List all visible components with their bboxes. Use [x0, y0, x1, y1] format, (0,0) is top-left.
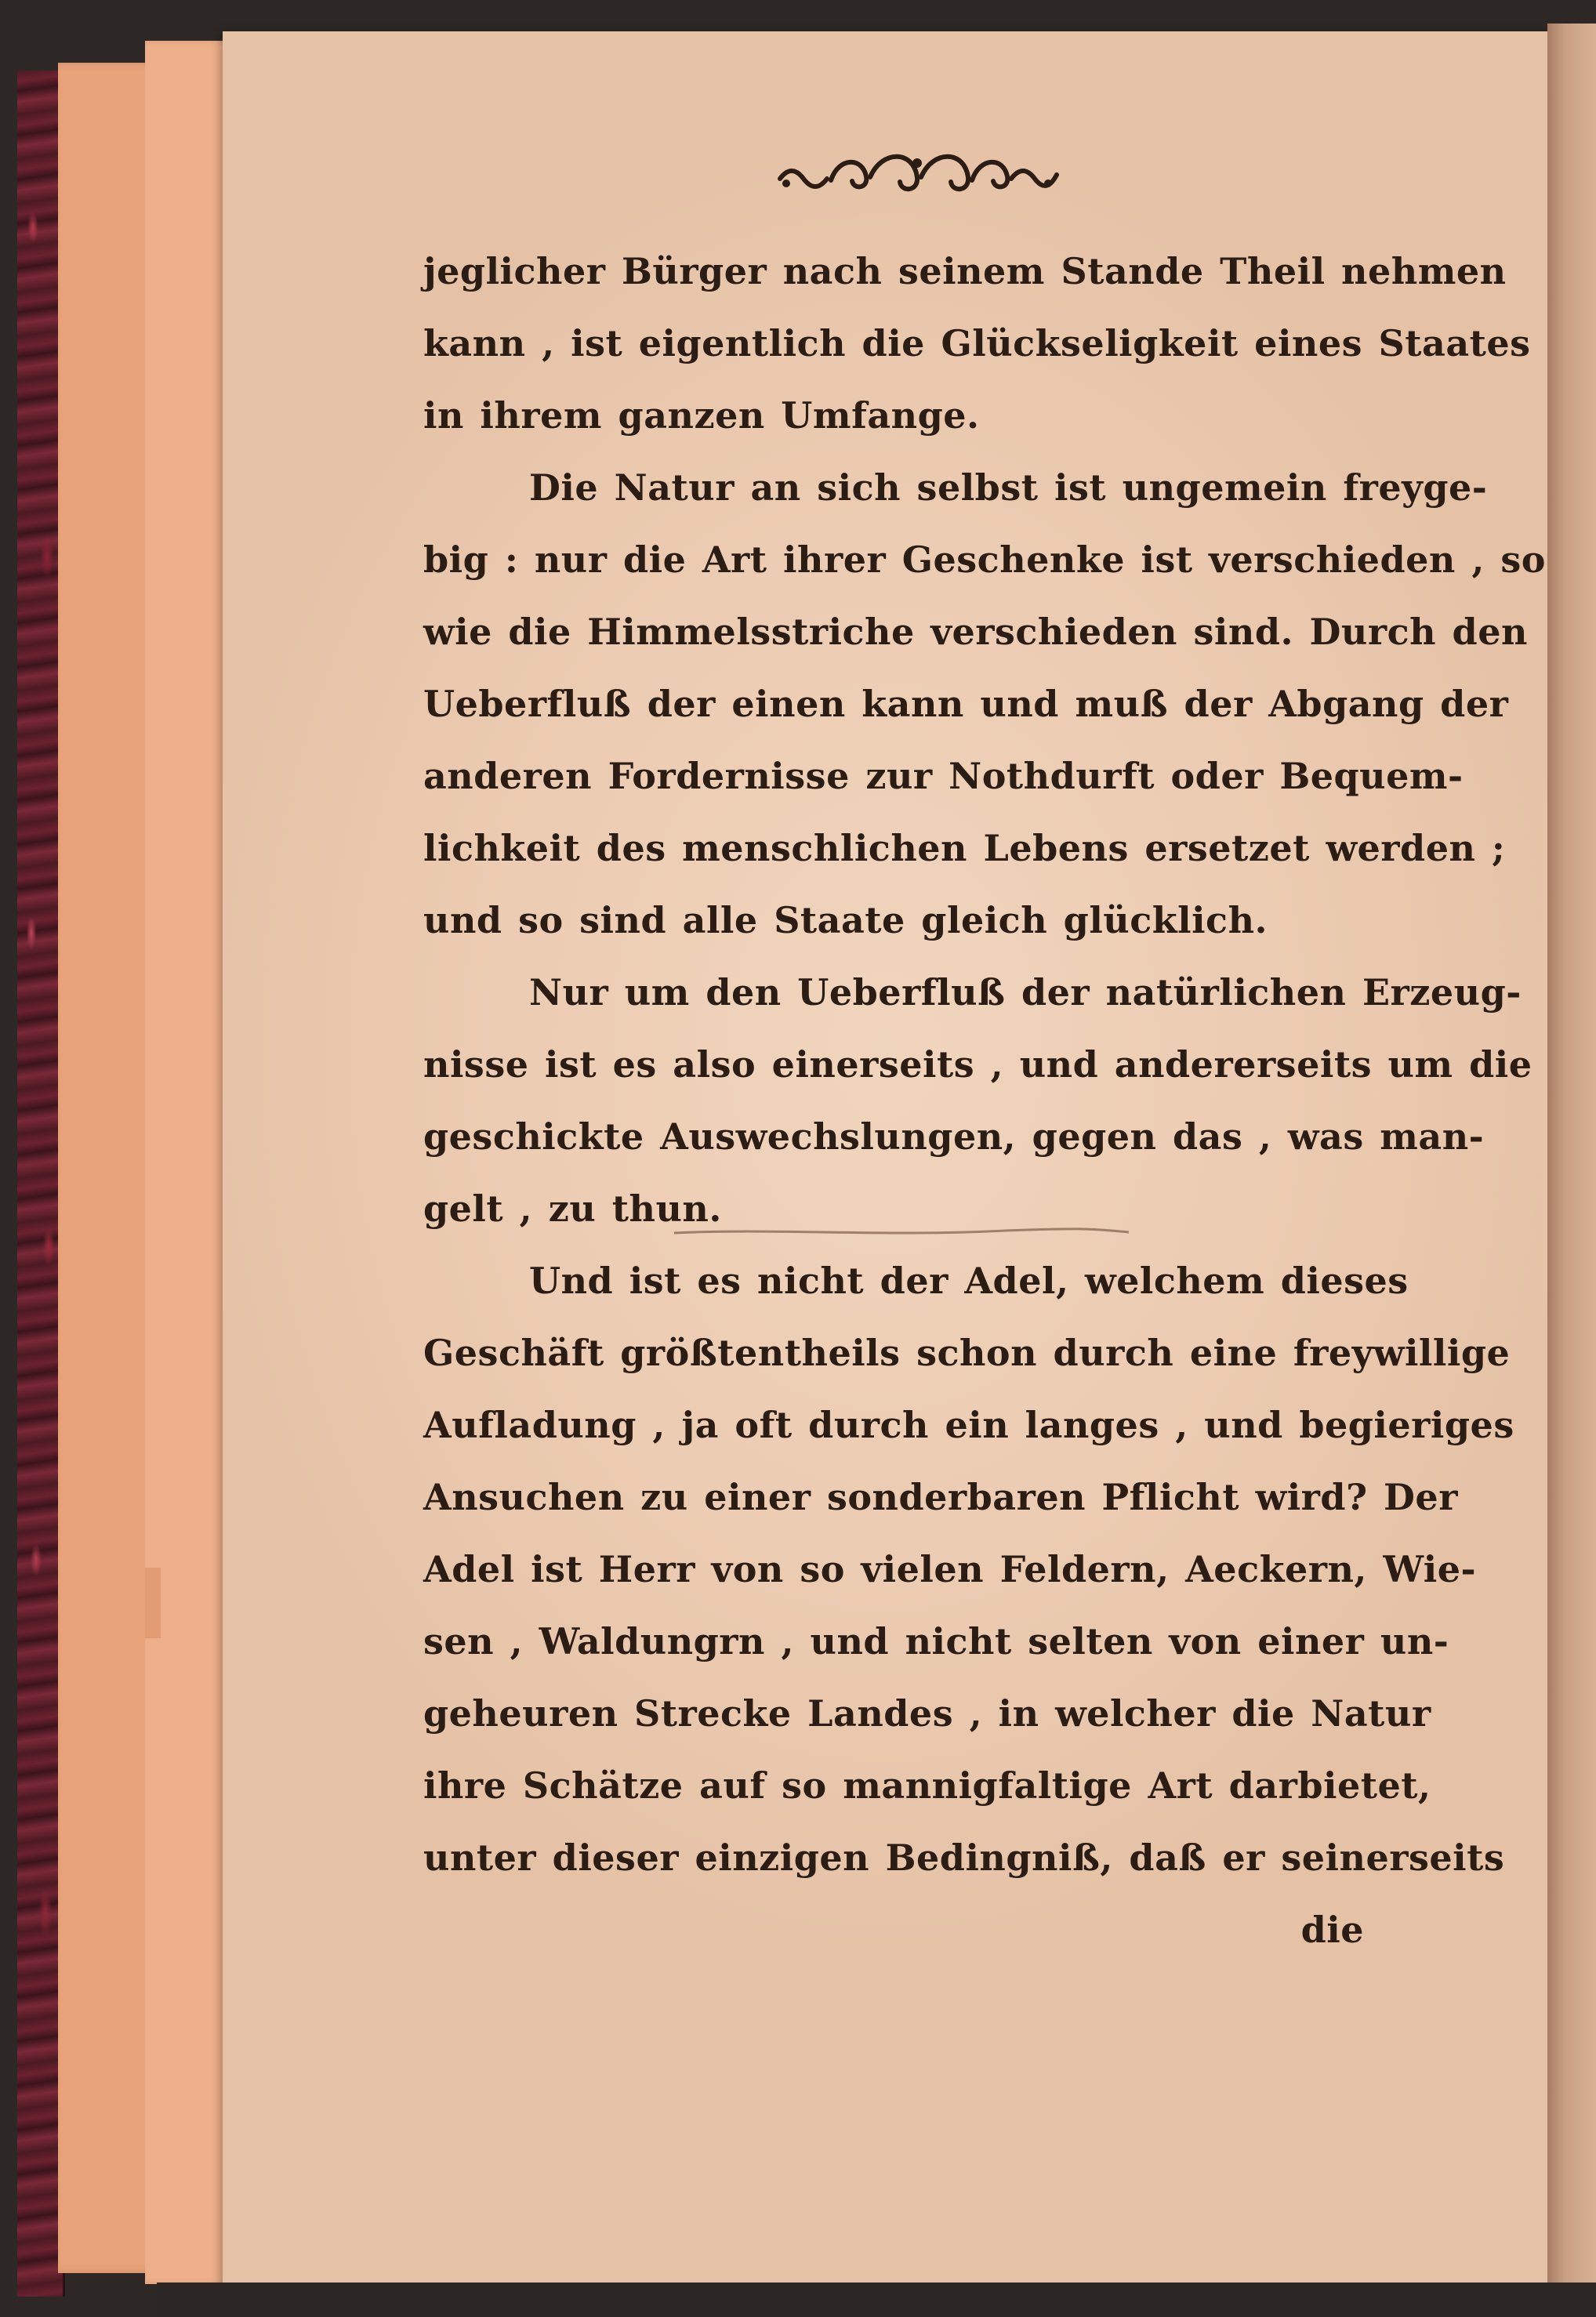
- text-line: sen , Waldungrn , und nicht selten von einer un-: [423, 1620, 1449, 1663]
- text-line: und so sind alle Staate gleich glücklich.: [423, 899, 1268, 941]
- paper-crease-mark: [674, 1227, 1129, 1238]
- text-line: geheuren Strecke Landes , in welcher die Natur: [423, 1692, 1431, 1735]
- printers-ornament: [772, 147, 1062, 202]
- text-line: Geschäft größtentheils schon durch eine freywillige: [423, 1332, 1511, 1374]
- text-line: wie die Himmelsstriche verschieden sind. Durch den: [423, 611, 1528, 653]
- text-line: gelt , zu thun.: [423, 1188, 722, 1230]
- text-line: unter dieser einzigen Bedingniß, daß er seinerseits: [423, 1837, 1505, 1879]
- text-line: Ansuchen zu einer sonderbaren Pflicht wird? Der: [423, 1476, 1458, 1518]
- text-line: Nur um den Ueberfluß der natürlichen Erzeug-: [529, 971, 1522, 1013]
- text-line: nisse ist es also einerseits , und andererseits um die: [423, 1043, 1533, 1086]
- text-line: Ueberfluß der einen kann und muß der Abgang der: [423, 683, 1509, 725]
- text-line: Und ist es nicht der Adel, welchem dieses: [529, 1260, 1409, 1302]
- text-line: in ihrem ganzen Umfange.: [423, 394, 980, 437]
- body-text: [423, 235, 1546, 1966]
- text-line: ihre Schätze auf so mannigfaltige Art darbietet,: [423, 1764, 1431, 1807]
- text-line: big : nur die Art ihrer Geschenke ist verschieden , so: [423, 538, 1546, 581]
- text-line: Aufladung , ja oft durch ein langes , und begieriges: [423, 1404, 1514, 1446]
- text-line: jeglicher Bürger nach seinem Stande Theil nehmen: [423, 250, 1507, 292]
- text-line: anderen Fordernisse zur Nothdurft oder Bequem-: [423, 755, 1464, 797]
- text-line: geschickte Auswechslungen, gegen das , was man-: [423, 1115, 1485, 1158]
- page-gutter: [1547, 24, 1596, 2297]
- text-line: lichkeit des menschlichen Lebens ersetzet werden ;: [423, 827, 1506, 869]
- text-line: Adel ist Herr von so vielen Feldern, Aeckern, Wie-: [423, 1548, 1477, 1590]
- text-line: Die Natur an sich selbst ist ungemein freyge-: [529, 466, 1488, 509]
- endpaper-notch: [145, 1568, 161, 1638]
- page-bottom-shadow: [157, 2283, 1596, 2317]
- text-line: kann , ist eigentlich die Glückseligkeit eines Staates: [423, 322, 1531, 364]
- catchword: die: [1300, 1909, 1364, 1951]
